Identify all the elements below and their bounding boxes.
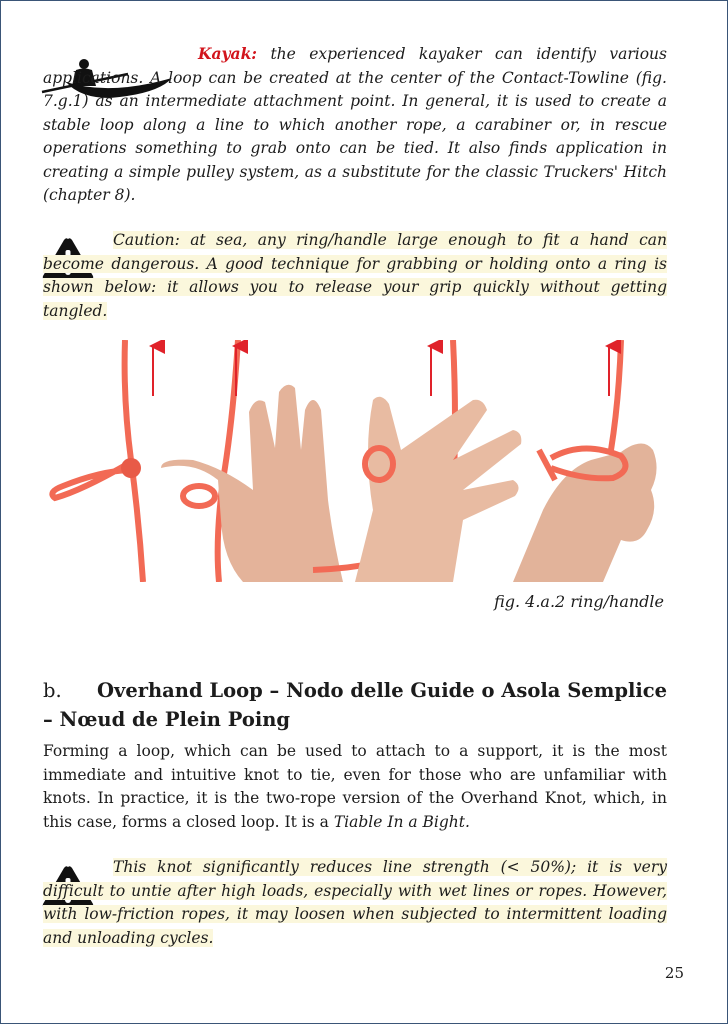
- ring-handle-photo: [43, 340, 668, 582]
- kayak-keyword: Kayak:: [198, 44, 258, 63]
- photo-panel-knot: [52, 340, 153, 582]
- caution-paragraph-2: [43, 856, 667, 950]
- page-number: 25: [664, 964, 684, 982]
- photo-panel-thumb: [161, 340, 343, 582]
- kayak-paragraph: [43, 42, 667, 208]
- section-heading: [43, 676, 683, 734]
- caution-paragraph-1: [43, 229, 667, 323]
- section-label: b.: [43, 679, 62, 702]
- body-text: Forming a loop, which can be used to attach to a support, it is the most immediate and intuitive knot to tie, even for those who are unfamiliar with knots. In practice, it is the two-rope version of the Overhand Knot, which, in this case, forms a closed loop. It is a: [43, 742, 667, 831]
- section-title: Overhand Loop – Nodo delle Guide o Asola Semplice – Nœud de Plein Poing: [43, 679, 668, 731]
- body-paragraph: [43, 740, 667, 834]
- caution-text-1: Caution: at sea, any ring/handle large enough to fit a hand can become dangerous. A good technique for grabbing or holding onto a ring is shown below: it allows you to release your grip quickly without getting tangled.: [43, 231, 667, 320]
- kayak-text: the experienced kayaker can identify various applications. A loop can be created at the center of the Contact-Towline (fig. 7.g.1) as an intermediate attachment point. In general, it is used to create a stable loop along a line to which another rope, a carabiner or, in rescue operations something to grab onto can be tied. It also finds application in creating a simple pulley system, as a substitute for the classic Truckers' Hitch (chapter 8).: [43, 45, 667, 204]
- figure-caption: fig. 4.a.2 ring/handle: [494, 592, 664, 611]
- photo-panel-palm: [313, 340, 521, 582]
- caution-text-2: This knot significantly reduces line strength (< 50%); it is very difficult to untie after high loads, especially with wet lines or ropes. However, with low-friction ropes, it may loosen when subjected to intermittent loading and unloading cycles.: [43, 858, 667, 947]
- body-emphasis: Tiable In a Bight.: [333, 812, 470, 831]
- photo-panel-grip: [513, 340, 657, 582]
